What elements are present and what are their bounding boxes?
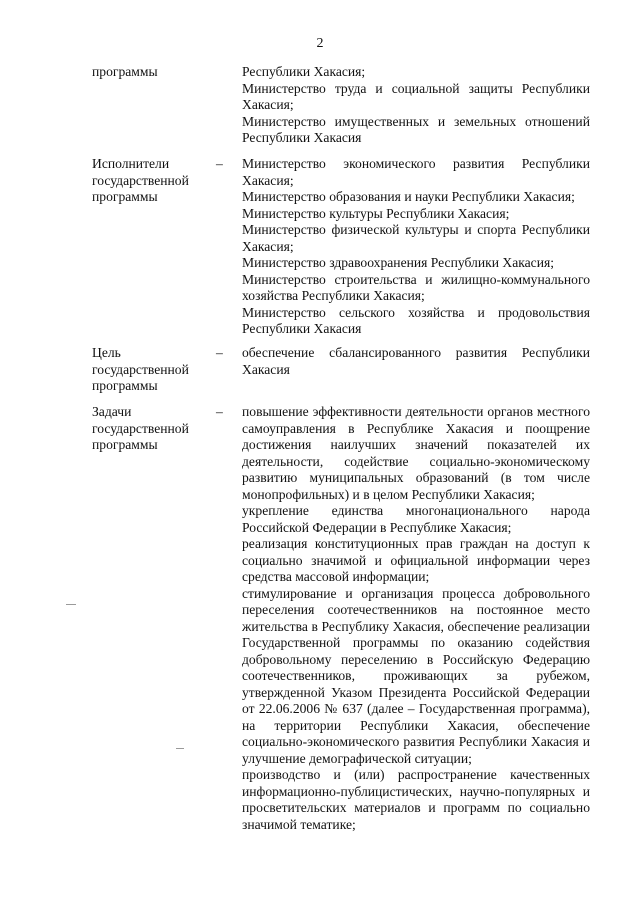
list-item: Республики Хакасия; xyxy=(242,64,366,79)
row-label-line: программы xyxy=(92,64,158,79)
list-item: Министерство здравоохранения Республики Хакасия; xyxy=(242,255,555,270)
list-item: повышение эффективности деятельности органов местного самоуправления в Республике Хакасия и поощрение достижения наилучших значений показателей их деятельности, содействие социально-экономическому развитию муниципальных образований (в том числе монопрофильных) и в целом Республики Хакасия; xyxy=(242,404,590,502)
dash-separator: – xyxy=(216,156,223,171)
list-item: Министерство физической культуры и спорта Республики Хакасия; xyxy=(242,222,590,254)
row-label-line: государственной xyxy=(92,172,189,188)
row-label-line: Цель xyxy=(92,345,121,360)
list-item: производство и (или) распространение качественных информационно-публицистических, научно-популярных и просветительских материалов и программ по социально значимой тематике; xyxy=(242,767,590,832)
row-label-line: Исполнители xyxy=(92,156,170,171)
row-content xyxy=(242,64,590,147)
scan-margin-mark xyxy=(176,748,184,749)
row-content xyxy=(242,156,590,338)
row-content xyxy=(242,345,590,378)
row-label xyxy=(92,404,212,454)
dash-separator: – xyxy=(216,404,223,419)
list-item: реализация конституционных прав граждан на доступ к социально значимой и официальной информации через средства массовой информации; xyxy=(242,536,590,584)
row-label-line: государственной xyxy=(92,361,189,377)
list-item: Министерство образования и науки Республики Хакасия; xyxy=(242,189,575,204)
list-item: Министерство сельского хозяйства и продовольствия Республики Хакасия xyxy=(242,304,590,336)
row-label-line: программы xyxy=(92,437,158,452)
row-label xyxy=(92,64,212,81)
list-item: Министерство экономического развития Республики Хакасия; xyxy=(242,156,590,188)
row-label-line: государственной xyxy=(92,420,189,436)
list-item: Министерство имущественных и земельных отношений Республики Хакасия xyxy=(242,113,590,145)
list-item: стимулирование и организация процесса добровольного переселения соотечественников на постоянное место жительства в Республику Хакасия, обеспечение реализации Государственной программы по оказанию содействия добровольному переселению в Российскую Федерацию соотечественников, проживающих за рубежом, утвержденной Указом Президента Российской Федерации от 22.06.2006 № 637 (далее – Государственная программа), на территории Республики Хакасия, обеспечение социально-экономического развития Республики Хакасия и улучшение демографической ситуации; xyxy=(242,585,590,766)
page-number: 2 xyxy=(316,36,324,51)
scan-margin-mark xyxy=(66,604,76,605)
list-item: Министерство строительства и жилищно-коммунального хозяйства Республики Хакасия; xyxy=(242,271,590,303)
row-content xyxy=(242,404,590,833)
row-label-line: программы xyxy=(92,378,158,393)
dash-separator: – xyxy=(216,345,223,360)
row-label xyxy=(92,345,212,395)
row-label-line: программы xyxy=(92,189,158,204)
list-item: Министерство труда и социальной защиты Республики Хакасия; xyxy=(242,80,590,112)
list-item: обеспечение сбалансированного развития Республики Хакасия xyxy=(242,345,590,377)
list-item: укрепление единства многонационального народа Российской Федерации в Республике Хакасия; xyxy=(242,503,590,535)
row-label xyxy=(92,156,212,206)
list-item: Министерство культуры Республики Хакасия; xyxy=(242,205,510,221)
row-label-line: Задачи xyxy=(92,404,132,419)
